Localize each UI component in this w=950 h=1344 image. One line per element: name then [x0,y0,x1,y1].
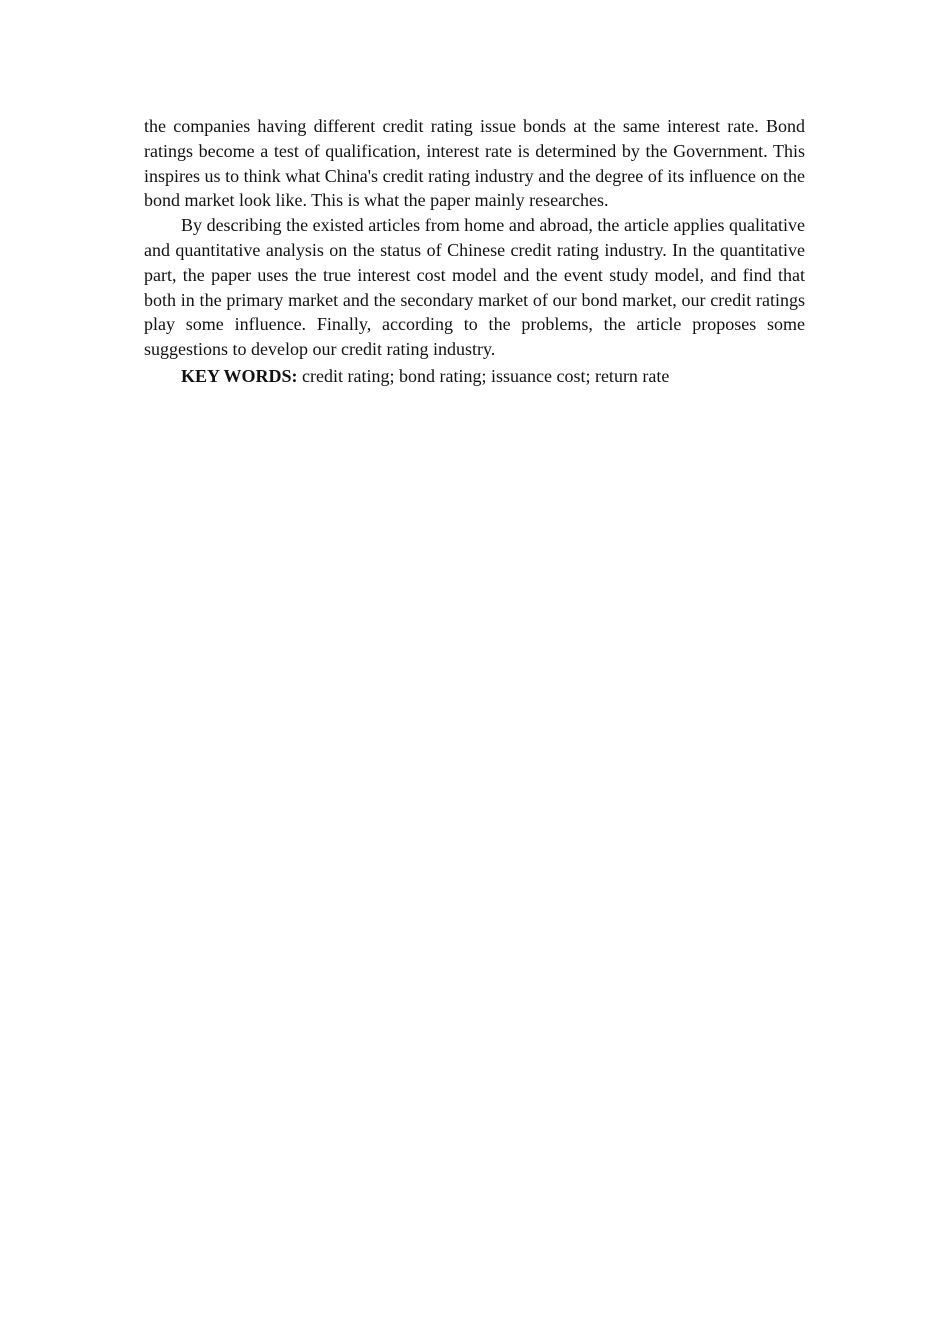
abstract-paragraph-method: By describing the existed articles from home and abroad, the article applies qualitative and quantitative analysis on the status of Chinese credit rating industry. In the quantitative part, the paper uses the true interest cost model and the event study model, and find that both in the primary market and the secondary market of our bond market, our credit ratings play some influence. Finally, according to the problems, the article proposes some suggestions to develop our credit rating industry. [144,215,805,360]
abstract-body [144,114,805,389]
keywords-text: credit rating; bond rating; issuance cost; return rate [297,365,670,386]
keywords-line [144,364,805,389]
keywords-label: KEY WORDS: [181,365,298,386]
abstract-paragraph-continued: the companies having different credit rating issue bonds at the same interest rate. Bond ratings become a test of qualification, interest rate is determined by the Government. This inspires us to think what China's credit rating industry and the degree of its influence on the bond market look like. This is what the paper mainly researches. [144,116,805,211]
